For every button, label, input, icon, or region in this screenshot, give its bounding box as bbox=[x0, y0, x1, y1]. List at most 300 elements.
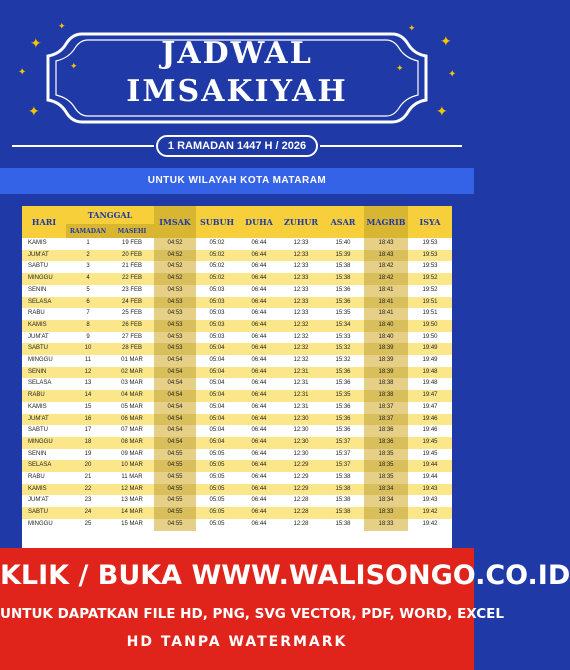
page-title-line2: IMSAKIYAH bbox=[126, 74, 348, 109]
cell-hari: JUM'AT bbox=[28, 333, 49, 340]
cell-asar: 15:38 bbox=[335, 474, 351, 481]
table-row bbox=[22, 519, 452, 531]
cell-isya: 19:44 bbox=[422, 474, 438, 481]
cell-isya: 19:47 bbox=[422, 403, 438, 410]
cell-ramadan: 9 bbox=[86, 333, 90, 340]
cell-subuh: 05:04 bbox=[196, 437, 238, 449]
cell-masehi: 09 MAR bbox=[121, 450, 143, 457]
table-row bbox=[22, 308, 452, 320]
table-row bbox=[22, 297, 452, 309]
cell-zuhur: 12:28 bbox=[280, 507, 322, 519]
cell-magrib: 18:39 bbox=[364, 367, 408, 379]
page-title-line1: JADWAL bbox=[161, 36, 313, 71]
cell-zuhur: 12:32 bbox=[293, 333, 309, 340]
cell-zuhur: 12:29 bbox=[280, 460, 322, 472]
table-row bbox=[22, 437, 452, 449]
cell-zuhur: 12:33 bbox=[293, 240, 309, 246]
cell-ramadan: 8 bbox=[66, 320, 110, 332]
cell-imsak: 04:52 bbox=[154, 250, 196, 262]
header-asar: ASAR bbox=[322, 206, 364, 238]
cell-zuhur: 12:28 bbox=[293, 520, 309, 527]
cell-subuh: 05:03 bbox=[196, 320, 238, 332]
cell-isya: 19:48 bbox=[408, 367, 452, 379]
cell-magrib: 18:38 bbox=[364, 390, 408, 402]
cell-magrib: 18:39 bbox=[364, 343, 408, 355]
cell-ramadan: 3 bbox=[86, 263, 90, 270]
cell-zuhur: 12:30 bbox=[280, 414, 322, 426]
cell-hari: KAMIS bbox=[28, 240, 47, 246]
cell-zuhur: 12:31 bbox=[280, 367, 322, 379]
cell-asar: 15:33 bbox=[335, 333, 351, 340]
table-row bbox=[22, 425, 452, 437]
cell-hari: SENIN bbox=[22, 367, 66, 379]
cell-zuhur: 12:33 bbox=[280, 250, 322, 262]
cell-isya: 19:51 bbox=[422, 310, 438, 317]
star-icon: ✦ bbox=[18, 67, 27, 78]
cell-masehi: 06 MAR bbox=[110, 414, 154, 426]
cell-hari: RABU bbox=[28, 310, 45, 317]
cell-isya: 19:52 bbox=[422, 286, 438, 293]
cell-duha: 06:44 bbox=[251, 450, 267, 457]
table-row bbox=[22, 355, 452, 367]
cell-magrib: 18:35 bbox=[364, 460, 408, 472]
cell-masehi: 03 MAR bbox=[121, 380, 143, 387]
cell-duha: 06:44 bbox=[238, 507, 280, 519]
cell-isya: 19:53 bbox=[422, 240, 438, 246]
header-isya: ISYA bbox=[408, 206, 452, 238]
cell-hari: SELASA bbox=[28, 380, 52, 387]
cell-masehi: 19 FEB bbox=[121, 240, 142, 246]
cell-masehi: 01 MAR bbox=[121, 357, 143, 364]
cell-asar: 15:32 bbox=[322, 343, 364, 355]
cell-subuh: 05:05 bbox=[209, 450, 225, 457]
cell-isya: 19:46 bbox=[408, 414, 452, 426]
cell-magrib: 18:42 bbox=[364, 261, 408, 273]
cell-zuhur: 12:33 bbox=[293, 263, 309, 270]
cell-isya: 19:45 bbox=[422, 450, 438, 457]
cell-duha: 06:44 bbox=[251, 520, 267, 527]
cell-imsak: 04:54 bbox=[154, 402, 196, 414]
cell-imsak: 04:55 bbox=[154, 484, 196, 496]
cell-ramadan: 21 bbox=[84, 474, 92, 481]
cell-duha: 06:44 bbox=[238, 414, 280, 426]
table-row bbox=[22, 367, 452, 379]
cell-duha: 06:44 bbox=[238, 273, 280, 285]
cell-imsak: 04:53 bbox=[154, 332, 196, 344]
cell-magrib: 18:33 bbox=[364, 519, 408, 531]
cell-hari: RABU bbox=[22, 390, 66, 402]
cell-hari: SABTU bbox=[28, 263, 49, 270]
cell-masehi: 23 FEB bbox=[121, 286, 142, 293]
divider-right bbox=[320, 145, 462, 147]
cell-asar: 15:37 bbox=[335, 450, 351, 457]
cell-ramadan: 25 bbox=[84, 520, 92, 527]
cell-asar: 15:36 bbox=[335, 286, 351, 293]
cell-duha: 06:44 bbox=[251, 286, 267, 293]
cell-ramadan: 12 bbox=[66, 367, 110, 379]
cell-imsak: 04:55 bbox=[154, 460, 196, 472]
table-row bbox=[22, 507, 452, 519]
cell-zuhur: 12:29 bbox=[293, 474, 309, 481]
cell-masehi: 28 FEB bbox=[110, 343, 154, 355]
cell-subuh: 05:04 bbox=[209, 427, 225, 434]
cell-duha: 06:44 bbox=[251, 427, 267, 434]
cell-subuh: 05:03 bbox=[209, 286, 225, 293]
cell-duha: 06:44 bbox=[251, 240, 267, 246]
cell-magrib: 18:33 bbox=[364, 507, 408, 519]
cell-masehi: 13 MAR bbox=[121, 497, 143, 504]
cell-subuh: 05:05 bbox=[196, 507, 238, 519]
cell-subuh: 05:02 bbox=[209, 240, 225, 246]
cell-masehi: 04 MAR bbox=[110, 390, 154, 402]
cell-isya: 19:48 bbox=[422, 380, 438, 387]
cell-asar: 15:36 bbox=[335, 427, 351, 434]
cell-asar: 15:40 bbox=[335, 240, 351, 246]
cell-subuh: 05:05 bbox=[196, 460, 238, 472]
cell-ramadan: 15 bbox=[84, 403, 92, 410]
cell-imsak: 04:54 bbox=[154, 390, 196, 402]
cell-subuh: 05:05 bbox=[209, 497, 225, 504]
cell-magrib: 18:43 bbox=[364, 250, 408, 262]
divider-left bbox=[12, 145, 154, 147]
cell-imsak: 04:54 bbox=[154, 437, 196, 449]
cell-imsak: 04:55 bbox=[154, 495, 196, 507]
cell-asar: 15:38 bbox=[335, 263, 351, 270]
cell-duha: 06:44 bbox=[238, 250, 280, 262]
cell-duha: 06:44 bbox=[238, 343, 280, 355]
cell-hari: SENIN bbox=[28, 286, 47, 293]
cell-asar: 15:39 bbox=[322, 250, 364, 262]
cell-asar: 15:37 bbox=[322, 437, 364, 449]
cell-imsak: 04:53 bbox=[154, 343, 196, 355]
table-row bbox=[22, 414, 452, 426]
cell-masehi: 27 FEB bbox=[121, 333, 142, 340]
table-row bbox=[22, 378, 452, 390]
date-label: 1 RAMADAN 1447 H / 2026 bbox=[156, 135, 318, 157]
cell-subuh: 05:04 bbox=[196, 343, 238, 355]
cell-ramadan: 2 bbox=[66, 250, 110, 262]
cell-magrib: 18:38 bbox=[364, 378, 408, 390]
cell-duha: 06:44 bbox=[251, 357, 267, 364]
cell-subuh: 05:02 bbox=[196, 273, 238, 285]
cell-ramadan: 10 bbox=[66, 343, 110, 355]
cell-zuhur: 12:30 bbox=[280, 437, 322, 449]
cell-imsak: 04:53 bbox=[154, 320, 196, 332]
table-row bbox=[22, 460, 452, 472]
cell-hari: JUM'AT bbox=[22, 250, 66, 262]
cell-hari: SELASA bbox=[22, 460, 66, 472]
cell-masehi: 10 MAR bbox=[110, 460, 154, 472]
cell-masehi: 22 FEB bbox=[110, 273, 154, 285]
cell-hari: SABTU bbox=[28, 427, 49, 434]
star-icon: ✦ bbox=[436, 103, 448, 119]
cell-ramadan: 24 bbox=[66, 507, 110, 519]
cell-duha: 06:44 bbox=[238, 297, 280, 309]
cell-isya: 19:47 bbox=[408, 390, 452, 402]
header-duha: DUHA bbox=[238, 206, 280, 238]
cell-asar: 15:36 bbox=[322, 367, 364, 379]
cell-zuhur: 12:31 bbox=[280, 390, 322, 402]
star-icon: ✦ bbox=[448, 69, 457, 80]
region-label: UNTUK WILAYAH KOTA MATARAM bbox=[0, 168, 474, 194]
cell-imsak: 04:54 bbox=[154, 378, 196, 390]
cell-isya: 19:49 bbox=[422, 357, 438, 364]
cell-hari: MINGGU bbox=[22, 273, 66, 285]
cell-magrib: 18:40 bbox=[364, 320, 408, 332]
star-icon: ✦ bbox=[28, 103, 40, 119]
cell-duha: 06:44 bbox=[251, 403, 267, 410]
cell-magrib: 18:39 bbox=[364, 355, 408, 367]
table-row bbox=[22, 261, 452, 273]
cell-ramadan: 20 bbox=[66, 460, 110, 472]
cell-duha: 06:44 bbox=[251, 263, 267, 270]
cell-ramadan: 6 bbox=[66, 297, 110, 309]
cell-ramadan: 16 bbox=[66, 414, 110, 426]
cell-subuh: 05:04 bbox=[209, 403, 225, 410]
cell-subuh: 05:04 bbox=[196, 414, 238, 426]
cell-duha: 06:44 bbox=[238, 367, 280, 379]
cell-hari: KAMIS bbox=[28, 403, 47, 410]
cell-masehi: 05 MAR bbox=[121, 403, 143, 410]
header bbox=[0, 0, 474, 168]
table-row bbox=[22, 484, 452, 496]
cell-ramadan: 4 bbox=[66, 273, 110, 285]
cell-duha: 06:44 bbox=[251, 380, 267, 387]
cell-duha: 06:44 bbox=[238, 484, 280, 496]
cell-asar: 15:38 bbox=[335, 520, 351, 527]
cell-asar: 15:38 bbox=[322, 273, 364, 285]
cell-hari: MINGGU bbox=[28, 357, 53, 364]
cell-ramadan: 17 bbox=[84, 427, 92, 434]
cell-magrib: 18:41 bbox=[364, 308, 408, 320]
cell-asar: 15:36 bbox=[335, 403, 351, 410]
cell-magrib: 18:35 bbox=[364, 472, 408, 484]
cell-hari: RABU bbox=[28, 474, 45, 481]
star-icon: ✦ bbox=[70, 61, 78, 71]
cell-duha: 06:44 bbox=[238, 390, 280, 402]
cell-imsak: 04:52 bbox=[154, 261, 196, 273]
table-row bbox=[22, 472, 452, 484]
cell-ramadan: 11 bbox=[84, 357, 92, 364]
cell-magrib: 18:43 bbox=[364, 238, 408, 250]
cell-isya: 19:43 bbox=[408, 484, 452, 496]
cell-masehi: 08 MAR bbox=[110, 437, 154, 449]
header-masehi: MASEHI bbox=[110, 224, 154, 238]
cell-masehi: 26 FEB bbox=[110, 320, 154, 332]
cell-asar: 15:32 bbox=[335, 357, 351, 364]
cell-subuh: 05:04 bbox=[196, 367, 238, 379]
table-row bbox=[22, 343, 452, 355]
cell-masehi: 11 MAR bbox=[121, 474, 143, 481]
table-row bbox=[22, 449, 452, 461]
cell-imsak: 04:54 bbox=[154, 355, 196, 367]
table-row bbox=[22, 238, 452, 250]
cell-hari: SELASA bbox=[22, 297, 66, 309]
cell-duha: 06:44 bbox=[238, 460, 280, 472]
star-icon: ✦ bbox=[30, 35, 42, 51]
cell-magrib: 18:41 bbox=[364, 297, 408, 309]
cell-isya: 19:49 bbox=[408, 343, 452, 355]
cell-imsak: 04:52 bbox=[154, 273, 196, 285]
banner-line2: UNTUK DAPATKAN FILE HD, PNG, SVG VECTOR, PDF, WORD, EXCEL bbox=[0, 606, 504, 622]
cell-subuh: 05:04 bbox=[209, 357, 225, 364]
cell-masehi: 02 MAR bbox=[110, 367, 154, 379]
cell-zuhur: 12:31 bbox=[293, 403, 309, 410]
cell-ramadan: 14 bbox=[66, 390, 110, 402]
cell-imsak: 04:54 bbox=[154, 367, 196, 379]
schedule-table bbox=[22, 206, 452, 556]
header-zuhur: ZUHUR bbox=[280, 206, 322, 238]
cell-zuhur: 12:32 bbox=[293, 357, 309, 364]
cell-asar: 15:35 bbox=[335, 310, 351, 317]
cell-subuh: 05:05 bbox=[209, 474, 225, 481]
cell-hari: JUM'AT bbox=[22, 414, 66, 426]
table-body bbox=[22, 238, 452, 531]
cell-masehi: 24 FEB bbox=[110, 297, 154, 309]
cell-imsak: 04:53 bbox=[154, 297, 196, 309]
cell-imsak: 04:54 bbox=[154, 414, 196, 426]
cell-zuhur: 12:30 bbox=[293, 450, 309, 457]
cell-subuh: 05:02 bbox=[209, 263, 225, 270]
cell-ramadan: 5 bbox=[86, 286, 90, 293]
cell-asar: 15:34 bbox=[322, 320, 364, 332]
cell-subuh: 05:03 bbox=[209, 333, 225, 340]
cell-asar: 15:36 bbox=[335, 380, 351, 387]
cell-subuh: 05:03 bbox=[196, 297, 238, 309]
cell-isya: 19:50 bbox=[422, 333, 438, 340]
cell-asar: 15:38 bbox=[335, 497, 351, 504]
table-row bbox=[22, 250, 452, 262]
cell-isya: 19:42 bbox=[408, 507, 452, 519]
banner-line1[interactable]: KLIK / BUKA WWW.WALISONGO.CO.ID bbox=[0, 560, 570, 591]
cell-hari: KAMIS bbox=[22, 320, 66, 332]
cell-isya: 19:45 bbox=[408, 437, 452, 449]
cell-imsak: 04:55 bbox=[154, 519, 196, 531]
table-row bbox=[22, 273, 452, 285]
promo-banner[interactable] bbox=[0, 548, 570, 670]
cell-isya: 19:51 bbox=[408, 297, 452, 309]
cell-zuhur: 12:33 bbox=[293, 286, 309, 293]
cell-subuh: 05:02 bbox=[196, 250, 238, 262]
cell-ramadan: 1 bbox=[86, 240, 90, 246]
cell-magrib: 18:41 bbox=[364, 285, 408, 297]
cell-imsak: 04:55 bbox=[154, 449, 196, 461]
cell-ramadan: 22 bbox=[66, 484, 110, 496]
cell-zuhur: 12:33 bbox=[293, 310, 309, 317]
header-hari: HARI bbox=[22, 206, 66, 238]
cell-duha: 06:44 bbox=[251, 497, 267, 504]
cell-imsak: 04:55 bbox=[154, 472, 196, 484]
header-tanggal: TANGGAL bbox=[66, 206, 154, 224]
cell-asar: 15:38 bbox=[322, 484, 364, 496]
table-row bbox=[22, 402, 452, 414]
cell-hari: SABTU bbox=[22, 343, 66, 355]
cell-duha: 06:44 bbox=[251, 474, 267, 481]
cell-magrib: 18:36 bbox=[364, 437, 408, 449]
cell-zuhur: 12:33 bbox=[280, 297, 322, 309]
cell-imsak: 04:53 bbox=[154, 285, 196, 297]
star-icon: ✦ bbox=[440, 33, 452, 49]
cell-subuh: 05:05 bbox=[209, 520, 225, 527]
cell-subuh: 05:04 bbox=[196, 390, 238, 402]
banner-line3: HD TANPA WATERMARK bbox=[126, 634, 348, 650]
cell-duha: 06:44 bbox=[251, 333, 267, 340]
cell-ramadan: 23 bbox=[84, 497, 92, 504]
cell-ramadan: 18 bbox=[66, 437, 110, 449]
cell-ramadan: 13 bbox=[84, 380, 92, 387]
cell-subuh: 05:05 bbox=[196, 484, 238, 496]
star-icon: ✦ bbox=[396, 63, 404, 73]
cell-magrib: 18:37 bbox=[364, 402, 408, 414]
star-icon: ✦ bbox=[408, 23, 416, 33]
cell-zuhur: 12:28 bbox=[293, 497, 309, 504]
table-row bbox=[22, 390, 452, 402]
cell-hari: JUM'AT bbox=[28, 497, 49, 504]
cell-subuh: 05:03 bbox=[209, 310, 225, 317]
cell-imsak: 04:55 bbox=[154, 507, 196, 519]
cell-asar: 15:38 bbox=[322, 507, 364, 519]
cell-isya: 19:53 bbox=[408, 250, 452, 262]
cell-magrib: 18:34 bbox=[364, 484, 408, 496]
header-subuh: SUBUH bbox=[196, 206, 238, 238]
cell-zuhur: 12:29 bbox=[280, 484, 322, 496]
cell-magrib: 18:34 bbox=[364, 495, 408, 507]
cell-hari: SENIN bbox=[28, 450, 47, 457]
cell-masehi: 15 MAR bbox=[121, 520, 143, 527]
cell-imsak: 04:54 bbox=[154, 425, 196, 437]
cell-hari: MINGGU bbox=[22, 437, 66, 449]
cell-duha: 06:44 bbox=[238, 320, 280, 332]
table-row bbox=[22, 320, 452, 332]
cell-magrib: 18:35 bbox=[364, 449, 408, 461]
cell-magrib: 18:42 bbox=[364, 273, 408, 285]
cell-imsak: 04:52 bbox=[154, 238, 196, 250]
cell-hari: KAMIS bbox=[22, 484, 66, 496]
cell-isya: 19:42 bbox=[422, 520, 438, 527]
cell-isya: 19:46 bbox=[422, 427, 438, 434]
table-row bbox=[22, 285, 452, 297]
cell-subuh: 05:04 bbox=[209, 380, 225, 387]
cell-masehi: 12 MAR bbox=[110, 484, 154, 496]
table-row bbox=[22, 495, 452, 507]
cell-magrib: 18:36 bbox=[364, 425, 408, 437]
cell-masehi: 14 MAR bbox=[110, 507, 154, 519]
cell-zuhur: 12:30 bbox=[293, 427, 309, 434]
cell-isya: 19:53 bbox=[422, 263, 438, 270]
cell-magrib: 18:37 bbox=[364, 414, 408, 426]
cell-zuhur: 12:32 bbox=[280, 343, 322, 355]
cell-isya: 19:43 bbox=[422, 497, 438, 504]
cell-isya: 19:52 bbox=[408, 273, 452, 285]
cell-magrib: 18:40 bbox=[364, 332, 408, 344]
cell-masehi: 20 FEB bbox=[110, 250, 154, 262]
cell-asar: 15:36 bbox=[322, 414, 364, 426]
cell-masehi: 25 FEB bbox=[121, 310, 142, 317]
header-ramadan: RAMADAN bbox=[66, 224, 110, 238]
cell-hari: SABTU bbox=[22, 507, 66, 519]
header-magrib: MAGRIB bbox=[364, 206, 408, 238]
cell-masehi: 07 MAR bbox=[121, 427, 143, 434]
cell-duha: 06:44 bbox=[251, 310, 267, 317]
cell-duha: 06:44 bbox=[238, 437, 280, 449]
cell-isya: 19:50 bbox=[408, 320, 452, 332]
cell-ramadan: 19 bbox=[84, 450, 92, 457]
cell-asar: 15:36 bbox=[322, 297, 364, 309]
cell-zuhur: 12:31 bbox=[293, 380, 309, 387]
cell-masehi: 21 FEB bbox=[121, 263, 142, 270]
cell-hari: MINGGU bbox=[28, 520, 53, 527]
cell-asar: 15:35 bbox=[322, 390, 364, 402]
